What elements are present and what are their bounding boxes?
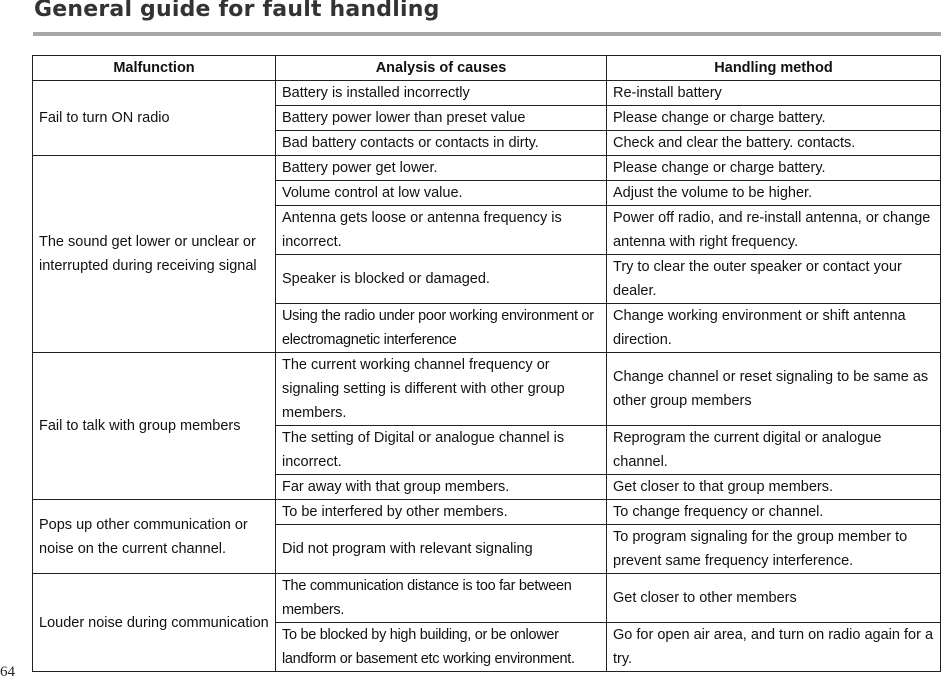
cause-cell: Speaker is blocked or damaged. [276,255,607,304]
malfunction-cell: Pops up other communication or noise on the current channel. [33,500,276,574]
malfunction-cell: Fail to talk with group members [33,353,276,500]
cause-cell: Far away with that group members. [276,475,607,500]
table-row [33,574,941,623]
method-cell: Adjust the volume to be higher. [607,181,941,206]
cause-cell: Battery power lower than preset value [276,106,607,131]
method-cell: To program signaling for the group member to prevent same frequency interference. [607,525,941,574]
method-cell: Get closer to that group members. [607,475,941,500]
header-handling-method: Handling method [607,56,941,81]
method-cell: Please change or charge battery. [607,106,941,131]
method-cell: Check and clear the battery. contacts. [607,131,941,156]
cause-cell: To be interfered by other members. [276,500,607,525]
method-cell: Change channel or reset signaling to be same as other group members [607,353,941,426]
title-underline [33,32,941,36]
cause-cell: Antenna gets loose or antenna frequency is incorrect. [276,206,607,255]
method-cell: Go for open air area, and turn on radio again for a try. [607,623,941,672]
table-row [33,156,941,181]
cause-cell: Battery power get lower. [276,156,607,181]
cause-cell: Battery is installed incorrectly [276,81,607,106]
cause-cell: Volume control at low value. [276,181,607,206]
method-cell: Please change or charge battery. [607,156,941,181]
method-cell: Power off radio, and re-install antenna, or change antenna with right frequency. [607,206,941,255]
table-header-row [33,56,941,81]
method-cell: Re-install battery [607,81,941,106]
method-cell: Try to clear the outer speaker or contact your dealer. [607,255,941,304]
method-cell: Get closer to other members [607,574,941,623]
cause-cell: The setting of Digital or analogue channel is incorrect. [276,426,607,475]
cause-cell: The communication distance is too far between members. [276,574,607,623]
cause-cell: Bad battery contacts or contacts in dirty. [276,131,607,156]
fault-handling-table [32,55,941,672]
cause-cell: Did not program with relevant signaling [276,525,607,574]
malfunction-cell: Fail to turn ON radio [33,81,276,156]
malfunction-cell: The sound get lower or unclear or interrupted during receiving signal [33,156,276,353]
cause-cell: Using the radio under poor working environment or electromagnetic interference [276,304,607,353]
cause-cell: To be blocked by high building, or be onlower landform or basement etc working environment. [276,623,607,672]
method-cell: To change frequency or channel. [607,500,941,525]
cause-cell: The current working channel frequency or signaling setting is different with other group members. [276,353,607,426]
malfunction-cell: Louder noise during communication [33,574,276,672]
page-title: General guide for fault handling [34,0,440,22]
method-cell: Change working environment or shift antenna direction. [607,304,941,353]
table-row [33,500,941,525]
table-row [33,81,941,106]
header-malfunction: Malfunction [33,56,276,81]
table-row [33,353,941,426]
page-number: 64 [0,664,15,680]
header-analysis-of-causes: Analysis of causes [276,56,607,81]
method-cell: Reprogram the current digital or analogue channel. [607,426,941,475]
